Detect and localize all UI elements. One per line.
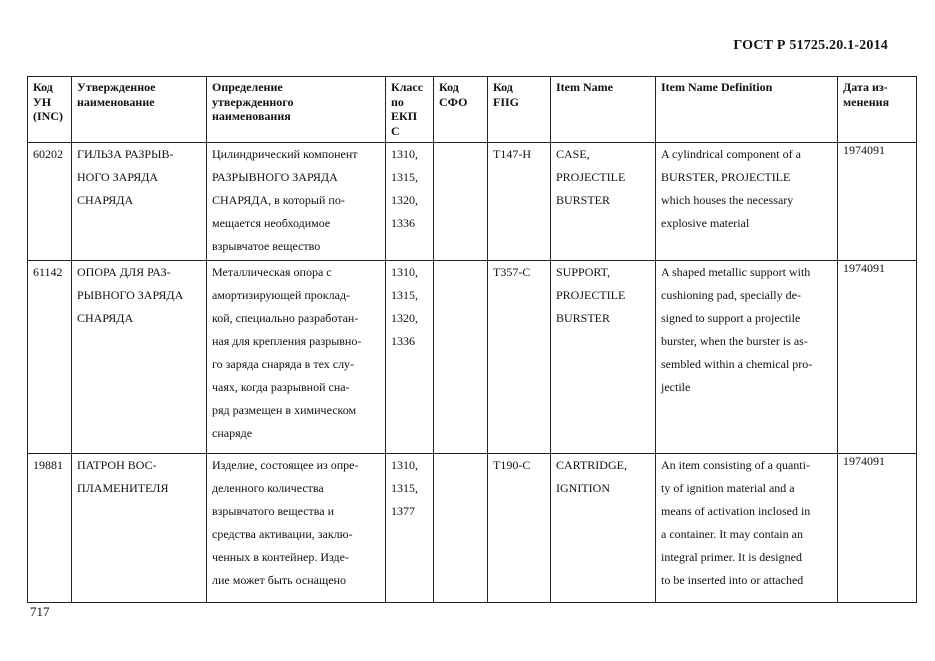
header-line: Класс [391,80,424,94]
fiig-cell [488,454,551,603]
header-line: С [391,123,400,138]
col-item-name-definition-header [656,77,838,143]
cell-line: взрывчатое вещество [212,239,321,253]
col-change-date-header [838,77,917,143]
header-line: Item Name [556,80,613,94]
col-fiig-header [488,77,551,143]
col-definition-header [207,77,386,143]
cell-value: T357-C [493,265,531,279]
cell-line: деленного количества [212,481,324,495]
cell-line: which houses the necessary [661,193,794,207]
definition-cell [207,143,386,261]
cell-line: PROJECTILE [556,170,626,184]
cell-line: ченных в контейнер. Изде- [212,550,349,564]
cell-line: burster, when the burster is as- [661,334,808,348]
header-line: Код [33,80,53,94]
header-line: Код [493,80,513,94]
approved-name-cell [72,454,207,603]
change-date-cell [838,261,917,454]
item-name-definition-cell [656,454,838,603]
class-cell [386,454,434,603]
definition-cell [207,454,386,603]
approved-name-cell [72,143,207,261]
definition-cell [207,261,386,454]
cell-line: СНАРЯДА [77,193,134,207]
cell-line: 1320, [391,311,418,325]
col-sfo-header [434,77,488,143]
cell-line: 1315, [391,288,418,302]
cell-line: 1310, [391,458,418,472]
cell-value: 1974091 [843,261,885,275]
header-line: утвержденного [212,94,294,109]
header-line: наименование [77,94,155,109]
cell-line: НОГО ЗАРЯДА [77,170,159,184]
cell-value: 19881 [33,458,63,472]
header-line: Дата из- [843,80,888,94]
table-row [28,261,917,454]
header-line: менения [843,94,890,109]
cell-line: РЫВНОГО ЗАРЯДА [77,288,184,302]
header-line: Item Name Definition [661,80,773,94]
col-inc-code-header [28,77,72,143]
cell-line: integral primer. It is designed [661,550,802,564]
cell-line: чаях, когда разрывной сна- [212,380,350,394]
cell-line: 1315, [391,170,418,184]
cell-line: ПЛАМЕНИТЕЛЯ [77,481,169,495]
fiig-cell [488,143,551,261]
item-name-cell [551,261,656,454]
cell-line: лие может быть оснащено [212,573,346,587]
cell-line: A cylindrical component of a [661,147,801,161]
cell-line: ty of ignition material and a [661,481,795,495]
table-header-row [28,77,917,143]
sfo-cell [434,143,488,261]
approved-name-cell [72,261,207,454]
cell-line: 1310, [391,265,418,279]
cell-line: 1336 [391,216,415,230]
cell-line: Цилиндрический компонент [212,147,358,161]
cell-line: CASE, [556,147,590,161]
header-line: УН [33,94,52,109]
col-approved-name-header [72,77,207,143]
cell-line: мещается необходимое [212,216,331,230]
cell-line: a container. It may contain an [661,527,803,541]
cell-line: cushioning pad, specially de- [661,288,801,302]
cell-line: PROJECTILE [556,288,626,302]
cell-line: BURSTER [556,311,611,325]
cell-line: ная для крепления разрывно- [212,334,362,348]
cell-line: BURSTER, PROJECTILE [661,170,791,184]
change-date-cell [838,143,917,261]
cell-line: sembled within a chemical pro- [661,357,813,371]
cell-line: ПАТРОН ВОС- [77,458,157,472]
cell-line: 1320, [391,193,418,207]
header-line: FIIG [493,94,520,109]
cell-line: means of activation inclosed in [661,504,811,518]
table-row [28,143,917,261]
header-line: Определение [212,80,283,94]
cell-line: 1315, [391,481,418,495]
item-name-cell [551,143,656,261]
cell-line: 1336 [391,334,415,348]
inc-code-cell [28,143,72,261]
cell-line: амортизирующей проклад- [212,288,351,302]
cell-line: средства активации, заклю- [212,527,353,541]
cell-line: An item consisting of a quanti- [661,458,810,472]
class-cell [386,143,434,261]
cell-line: 1310, [391,147,418,161]
header-line: Код [439,80,459,94]
document-header: ГОСТ Р 51725.20.1-2014 [733,38,888,53]
cell-line: снаряде [212,426,253,440]
cell-line: РАЗРЫВНОГО ЗАРЯДА [212,170,338,184]
table-row [28,454,917,603]
cell-line: ряд размещен в химическом [212,403,357,417]
cell-line: BURSTER [556,193,611,207]
cell-line: ГИЛЬЗА РАЗРЫВ- [77,147,174,161]
cell-line: взрывчатого вещества и [212,504,335,518]
cell-line: СНАРЯДА [77,311,134,325]
cell-value: T190-C [493,458,531,472]
cell-line: го заряда снаряда в тех слу- [212,357,355,371]
inc-code-cell [28,261,72,454]
item-name-definition-cell [656,261,838,454]
cell-value: 1974091 [843,454,885,468]
catalog-table [27,76,917,603]
col-item-name-header [551,77,656,143]
cell-value: T147-H [493,147,531,161]
cell-line: signed to support a projectile [661,311,801,325]
sfo-cell [434,261,488,454]
page-number: 717 [30,604,50,619]
header-line: по [391,94,404,109]
cell-line: to be inserted into or attached [661,573,804,587]
cell-value: 1974091 [843,143,885,157]
cell-line: explosive material [661,216,750,230]
cell-line: кой, специально разработан- [212,311,359,325]
header-line: ЕКП [391,109,418,123]
header-line: наименования [212,109,291,123]
cell-line: Металлическая опора с [212,265,332,279]
cell-line: Изделие, состоящее из опре- [212,458,359,472]
sfo-cell [434,454,488,603]
cell-line: A shaped metallic support with [661,265,811,279]
col-class-header [386,77,434,143]
header-line: Утвержденное [77,80,156,94]
cell-line: IGNITION [556,481,610,495]
cell-line: SUPPORT, [556,265,611,279]
header-line: СФО [439,94,468,109]
item-name-definition-cell [656,143,838,261]
class-cell [386,261,434,454]
cell-line: СНАРЯДА, в который по- [212,193,345,207]
fiig-cell [488,261,551,454]
change-date-cell [838,454,917,603]
cell-line: ОПОРА ДЛЯ РАЗ- [77,265,171,279]
inc-code-cell [28,454,72,603]
cell-value: 60202 [33,147,63,161]
header-line: (INC) [33,109,63,123]
cell-line: 1377 [391,504,415,518]
cell-line: jectile [661,380,691,394]
item-name-cell [551,454,656,603]
cell-value: 61142 [33,265,63,279]
cell-line: CARTRIDGE, [556,458,627,472]
